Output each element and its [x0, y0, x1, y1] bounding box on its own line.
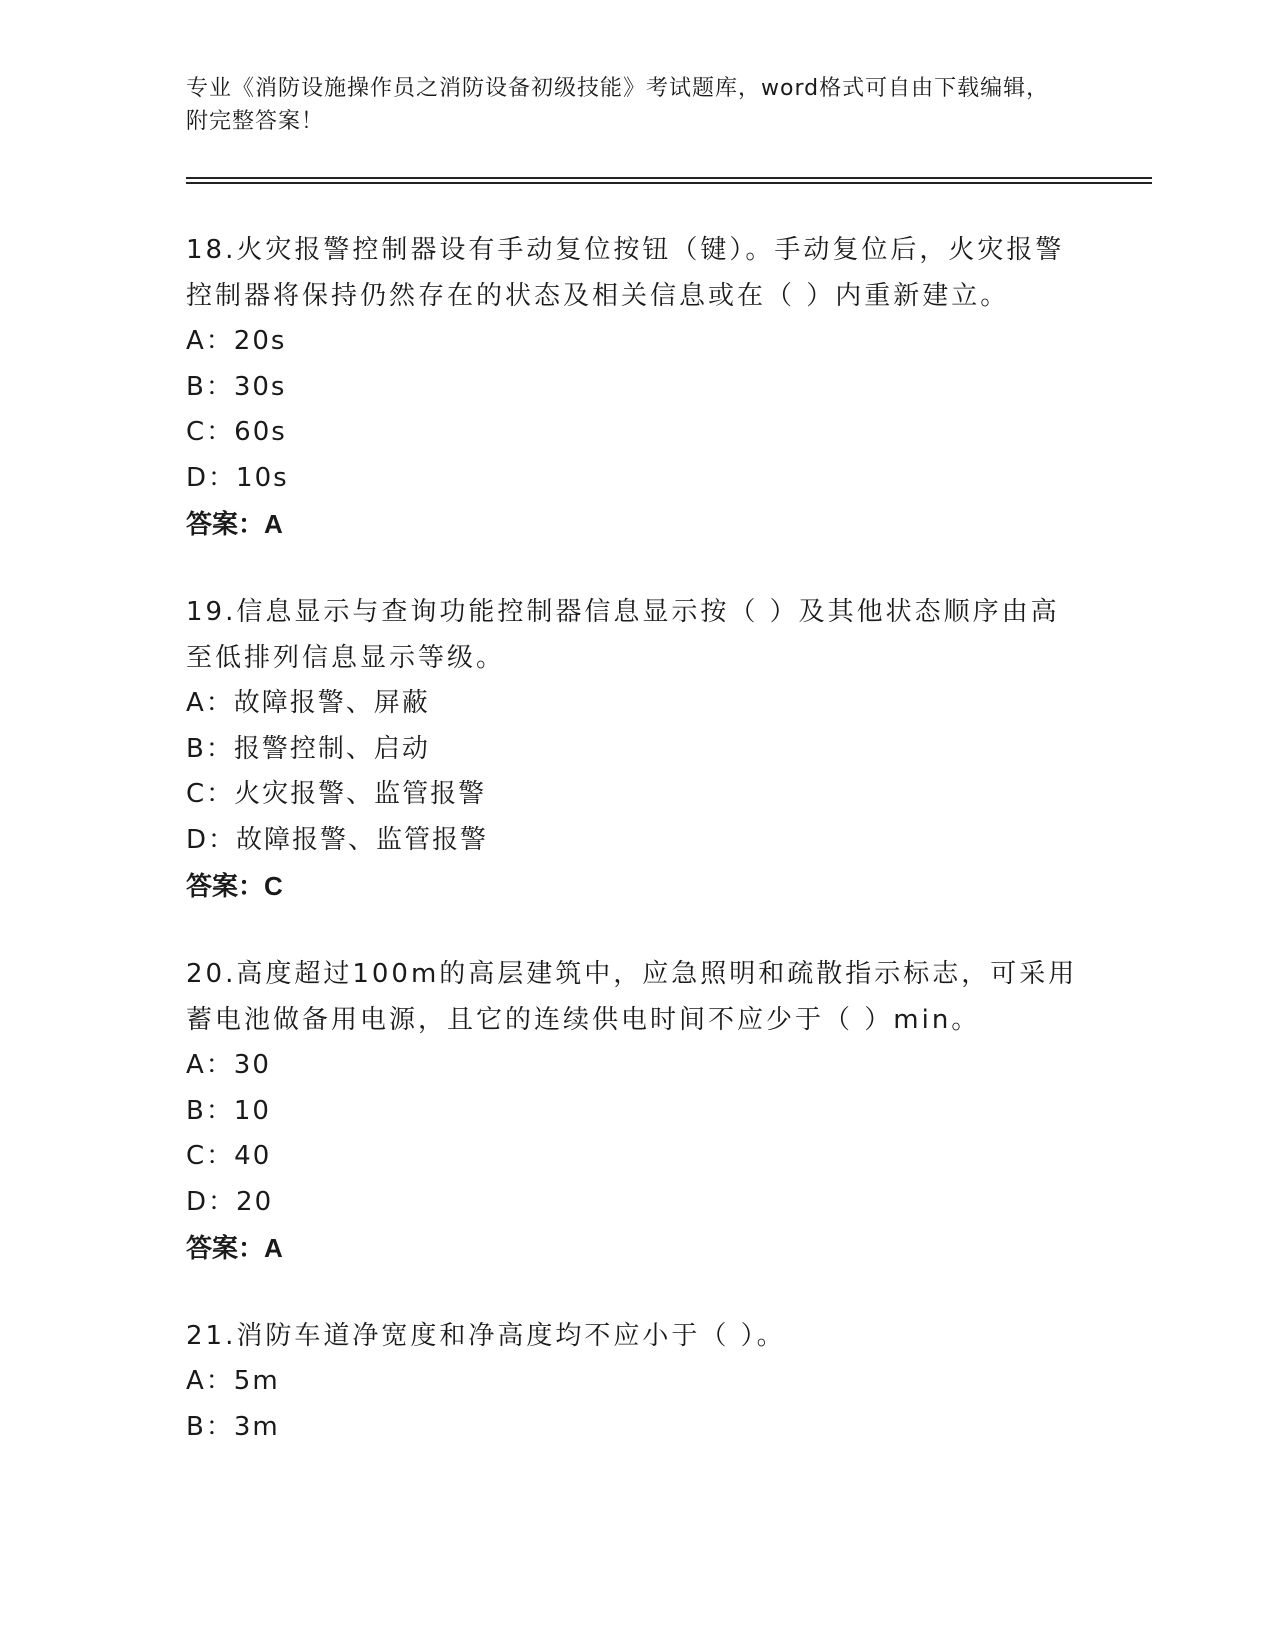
option-d: D：故障报警、监管报警: [186, 824, 489, 855]
question-stem: 18.火灾报警控制器设有手动复位按钮（键）。手动复位后，火灾报警控制器将保持仍然存在的状态及相关信息或在（ ）内重新建立。: [186, 235, 1065, 311]
option-c: C：60s: [186, 417, 287, 447]
document-header: 专业《消防设施操作员之消防设备初级技能》考试题库，word格式可自由下载编辑，附完整答案！: [186, 76, 1050, 134]
option-a: A：30: [186, 1050, 271, 1080]
option-c: C：40: [186, 1141, 272, 1171]
header-divider-top: [186, 177, 1152, 179]
question-18: [186, 227, 1086, 547]
answer-label: 答案：A: [186, 1233, 283, 1263]
option-c: C：火灾报警、监管报警: [186, 779, 487, 809]
answer-label: 答案：A: [186, 509, 283, 539]
option-d: D：20: [186, 1186, 274, 1217]
option-b: B：10: [186, 1095, 271, 1126]
option-a: A：故障报警、屏蔽: [186, 688, 430, 718]
question-20: [186, 951, 1086, 1271]
option-b: B：30s: [186, 371, 287, 402]
question-stem: 19.信息显示与查询功能控制器信息显示按（ ）及其他状态顺序由高至低排列信息显示等级。: [186, 597, 1060, 673]
option-a: A：20s: [186, 326, 287, 356]
option-a: A：5m: [186, 1366, 280, 1396]
option-b: B：报警控制、启动: [186, 733, 430, 764]
header-divider-bottom: [186, 182, 1152, 184]
option-b: B：3m: [186, 1411, 280, 1442]
question-stem: 20.高度超过100m的高层建筑中，应急照明和疏散指示标志，可采用蓄电池做备用电源，且它的连续供电时间不应少于（ ）min。: [186, 959, 1078, 1035]
question-21: [186, 1313, 1086, 1450]
answer-label: 答案：C: [186, 871, 283, 901]
question-stem: 21.消防车道净宽度和净高度均不应小于（ ）。: [186, 1321, 786, 1351]
question-19: [186, 589, 1086, 909]
option-d: D：10s: [186, 462, 289, 493]
